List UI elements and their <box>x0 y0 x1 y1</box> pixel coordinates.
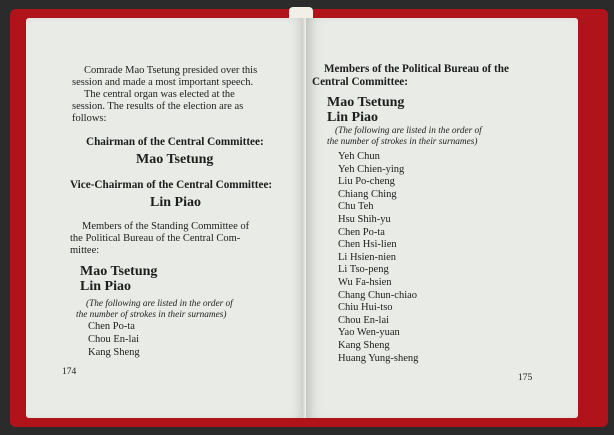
standing-heading-line: Members of the Standing Committee of <box>82 221 250 232</box>
vice-chairman-heading: Vice-Chairman of the Central Committee: <box>70 179 273 191</box>
list-item: Chiang Ching <box>338 188 397 200</box>
chairman-heading: Chairman of the Central Committee: <box>86 136 264 148</box>
order-note-line: (The following are listed in the order of <box>335 126 482 136</box>
politburo-heading-line: Central Committee: <box>312 76 408 88</box>
list-item: Chen Hsi-lien <box>338 239 397 251</box>
list-item: Chen Po-ta <box>338 226 385 238</box>
list-item: Yeh Chien-ying <box>338 163 405 175</box>
list-item: Chiu Hui-tso <box>338 302 393 314</box>
order-note-line: the number of strokes in their surnames) <box>327 137 478 147</box>
politburo-heading-line: Members of the Political Bureau of the <box>324 63 509 75</box>
right-page <box>306 18 578 418</box>
intro-line: session and made a most important speech. <box>72 77 254 88</box>
list-item: Yeh Chun <box>338 151 380 162</box>
list-item: Yao Wen-yuan <box>338 327 400 339</box>
intro-line: follows: <box>72 113 107 124</box>
standing-name: Lin Piao <box>80 279 131 294</box>
list-item: Kang Sheng <box>338 339 390 351</box>
politburo-top-name: Lin Piao <box>327 110 378 125</box>
intro-line: The central organ was elected at the <box>84 89 235 100</box>
standing-heading-line: mittee: <box>70 245 100 256</box>
list-item: Huang Yung-sheng <box>338 352 419 364</box>
order-note-line: the number of strokes in their surnames) <box>76 310 227 320</box>
intro-line: session. The results of the election are as <box>72 101 244 112</box>
left-page <box>26 18 306 418</box>
intro-line: Comrade Mao Tsetung presided over this <box>84 65 258 76</box>
chairman-name: Mao Tsetung <box>136 152 214 167</box>
list-item: Li Tso-peng <box>338 264 389 276</box>
list-item: Chang Chun-chiao <box>338 289 418 301</box>
standing-member: Chou En-lai <box>88 334 140 345</box>
list-item: Li Hsien-nien <box>338 251 397 263</box>
politburo-member-list <box>338 151 418 365</box>
standing-member: Chen Po-ta <box>88 321 135 332</box>
list-item: Wu Fa-hsien <box>338 276 392 288</box>
standing-name: Mao Tsetung <box>80 264 158 279</box>
list-item: Liu Po-cheng <box>338 176 395 188</box>
page-number: 175 <box>518 373 533 383</box>
politburo-top-name: Mao Tsetung <box>327 95 405 110</box>
vice-chairman-name: Lin Piao <box>150 195 201 210</box>
list-item: Hsu Shih-yu <box>338 213 391 225</box>
list-item: Chu Teh <box>338 201 374 213</box>
page-number: 174 <box>62 367 77 377</box>
list-item: Chou En-lai <box>338 314 390 326</box>
standing-member: Kang Sheng <box>88 347 140 358</box>
standing-heading-line: the Political Bureau of the Central Com- <box>70 233 241 244</box>
order-note-line: (The following are listed in the order of <box>86 299 233 309</box>
